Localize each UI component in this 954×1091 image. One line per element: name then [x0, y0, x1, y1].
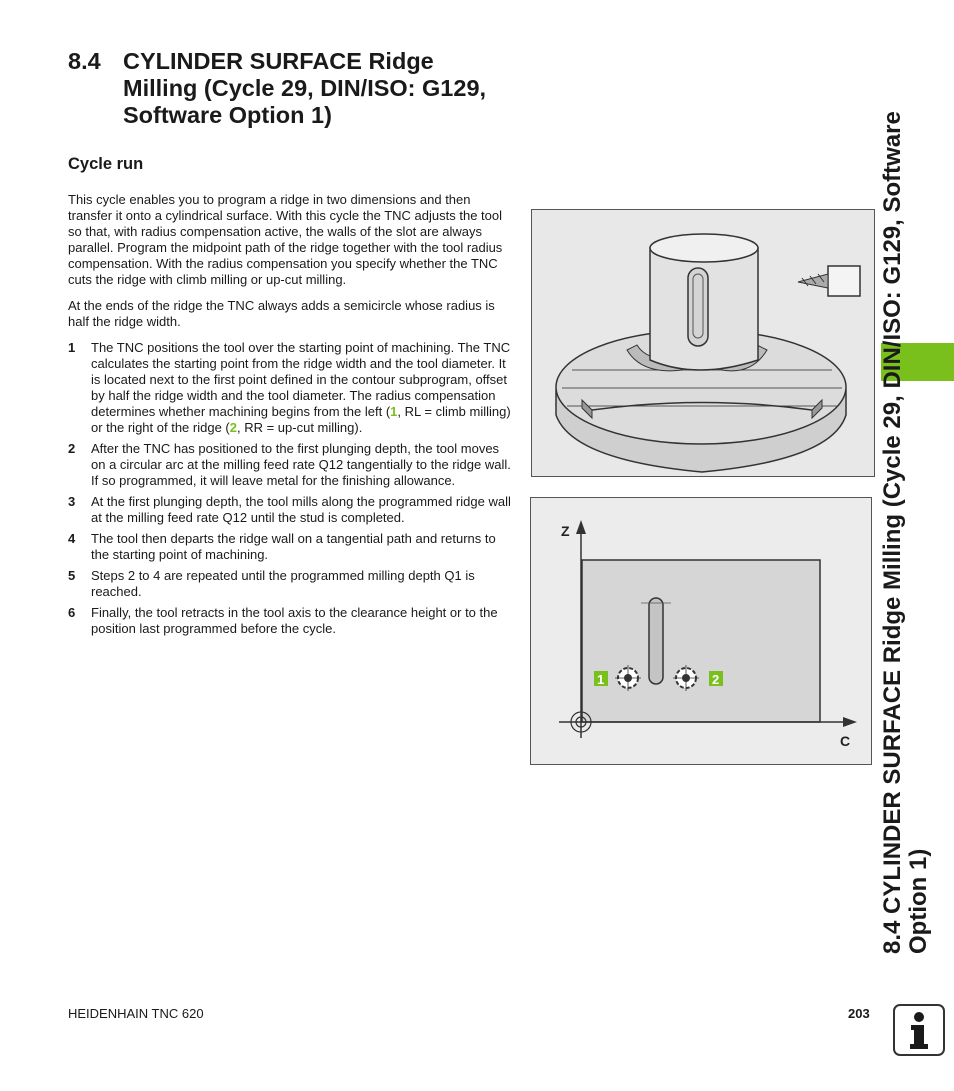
label-1: 1 — [597, 672, 605, 687]
step-text: At the first plunging depth, the tool mills along the programmed ridge wall at the milling feed rate Q12 until the stud is completed. — [91, 494, 511, 525]
step-item — [68, 494, 511, 526]
step-number: 2 — [68, 441, 76, 456]
step-number: 6 — [68, 605, 76, 620]
workpiece-area — [582, 560, 820, 722]
schematic-drawing — [531, 498, 871, 764]
reference-2: 2 — [229, 420, 237, 435]
step-text: Steps 2 to 4 are repeated until the programmed milling depth Q1 is reached. — [91, 568, 475, 599]
cylinder-illustration — [531, 209, 875, 477]
label-2: 2 — [712, 672, 720, 687]
step-text: The TNC positions the tool over the starting point of machining. The TNC calculates the starting point from the ridge width and the tool diameter. It is located next to the first point defined in the contour subprogram, offset by half the ridge width and the tool diameter. The radius compensation determines whether machining begins from the left ( — [91, 340, 511, 419]
step-number: 5 — [68, 568, 76, 583]
ridge-schematic — [530, 497, 872, 765]
step-item — [68, 531, 511, 563]
section-title — [68, 48, 508, 129]
paragraph: This cycle enables you to program a ridge in two dimensions and then transfer it onto a cylindrical surface. With this cycle the TNC adjusts the tool so that, with radius compensation active, the walls of the slot are always parallel. Program the midpoint path of the ridge together with the tool radius compensation. With the radius compensation you specify whether the TNC cuts the ridge with climb milling or up-cut milling. — [68, 192, 503, 287]
running-header: 8.4 CYLINDER SURFACE Ridge Milling (Cycle 29, DIN/ISO: G129, Software Option 1) — [879, 111, 932, 954]
step-item — [68, 568, 511, 600]
step-item — [68, 605, 511, 637]
step-item — [68, 340, 511, 436]
paragraph: At the ends of the ridge the TNC always adds a semicircle whose radius is half the ridge width. — [68, 298, 495, 329]
axis-z-label: Z — [561, 523, 570, 539]
ridge-shape — [649, 598, 663, 684]
cylinder-drawing — [532, 210, 874, 476]
info-icon — [893, 1004, 945, 1056]
step-text: Finally, the tool retracts in the tool axis to the clearance height or to the position last programmed before the cycle. — [91, 605, 498, 636]
section-number: 8.4 — [68, 48, 101, 74]
reference-1: 1 — [390, 404, 398, 419]
step-text: After the TNC has positioned to the first plunging depth, the tool moves on a circular arc at the milling feed rate Q12 tangentially to the ridge wall. If so programmed, it will leave metal for the finishing allowance. — [91, 441, 511, 488]
section-title-text: CYLINDER SURFACE Ridge Milling (Cycle 29, DIN/ISO: G129, Software Option 1) — [123, 48, 487, 128]
axis-c-label: C — [840, 733, 851, 749]
body-text — [68, 192, 511, 642]
step-number: 3 — [68, 494, 76, 509]
step-number: 1 — [68, 340, 76, 355]
footer-product: HEIDENHAIN TNC 620 — [68, 1006, 204, 1021]
step-list — [68, 340, 511, 637]
step-item — [68, 441, 511, 489]
page-number: 203 — [848, 1006, 870, 1021]
step-text: , RR = up-cut milling). — [236, 420, 363, 435]
step-text: , RL = climb milling) or the right of the ridge ( — [91, 404, 511, 435]
step-text: The tool then departs the ridge wall on a tangential path and returns to the starting point of machining. — [91, 531, 496, 562]
step-number: 4 — [68, 531, 76, 546]
subheading: Cycle run — [68, 155, 144, 173]
